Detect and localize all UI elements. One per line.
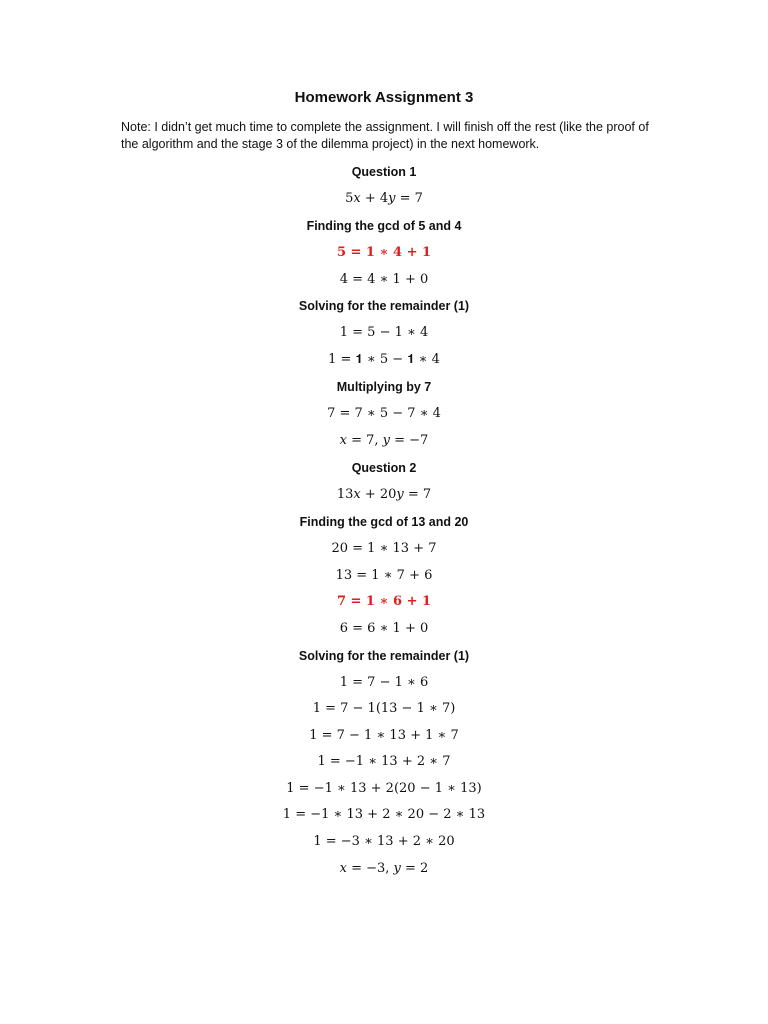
assignment-note: Note: I didn’t get much time to complete the assignment. I will finish off the rest (like the proof of the algorithm and the stage 3 of the dilemma project) in the next homework. xyxy=(121,120,649,151)
heading-solve-remainder-2: Solving for the remainder (1) xyxy=(298,649,470,663)
equation-q2-step-7: 1 = −3 ∗ 13 + 2 ∗ 20 xyxy=(313,834,455,849)
equation-q1-multiplied: 7 = 7 ∗ 5 − 7 ∗ 4 xyxy=(327,406,441,421)
equation-q2-problem: 13𝑥 + 20𝑦 = 7 xyxy=(336,487,432,502)
equation-q2-step-4: 1 = −1 ∗ 13 + 2 ∗ 7 xyxy=(317,754,451,769)
equation-q1-problem: 5𝑥 + 4𝑦 = 7 xyxy=(345,191,423,206)
equation-q2-step-6: 1 = −1 ∗ 13 + 2 ∗ 20 − 2 ∗ 13 xyxy=(282,807,486,822)
equation-q1-remainder: 1 = 5 − 1 ∗ 4 xyxy=(339,325,429,340)
equation-q1-gcd-step: 4 = 4 ∗ 1 + 0 xyxy=(339,272,429,287)
equation-q2-solution: 𝑥 = −3, 𝑦 = 2 xyxy=(339,861,429,876)
equation-q2-gcd-step-4: 6 = 6 ∗ 1 + 0 xyxy=(339,621,429,636)
equation-q2-step-1: 1 = 7 − 1 ∗ 6 xyxy=(339,675,429,690)
document-title: Homework Assignment 3 xyxy=(294,89,474,106)
heading-question-1: Question 1 xyxy=(351,165,417,179)
heading-question-2: Question 2 xyxy=(351,461,417,475)
heading-gcd-13-20: Finding the gcd of 13 and 20 xyxy=(299,515,469,529)
equation-q2-gcd-step-1: 20 = 1 ∗ 13 + 7 xyxy=(331,541,437,556)
equation-q1-highlight: 𝟓 = 𝟏 ∗ 𝟒 + 𝟏 xyxy=(336,245,432,260)
equation-q2-step-2: 1 = 7 − 1(13 − 1 ∗ 7) xyxy=(312,701,456,716)
equation-q2-gcd-step-2: 13 = 1 ∗ 7 + 6 xyxy=(335,568,433,583)
equation-q1-solution: 𝑥 = 7, 𝑦 = −7 xyxy=(339,433,429,448)
equation-q2-highlight: 𝟕 = 𝟏 ∗ 𝟔 + 𝟏 xyxy=(336,594,432,609)
equation-q2-step-3: 1 = 7 − 1 ∗ 13 + 1 ∗ 7 xyxy=(309,728,459,743)
heading-solve-remainder-1: Solving for the remainder (1) xyxy=(298,299,470,313)
heading-gcd-5-4: Finding the gcd of 5 and 4 xyxy=(306,219,462,233)
heading-multiply-7: Multiplying by 7 xyxy=(336,380,432,394)
equation-q2-step-5: 1 = −1 ∗ 13 + 2(20 − 1 ∗ 13) xyxy=(286,781,482,796)
equation-q1-remainder-rewrite: 1 = 𝟏 ∗ 5 − 𝟏 ∗ 4 xyxy=(328,352,440,367)
